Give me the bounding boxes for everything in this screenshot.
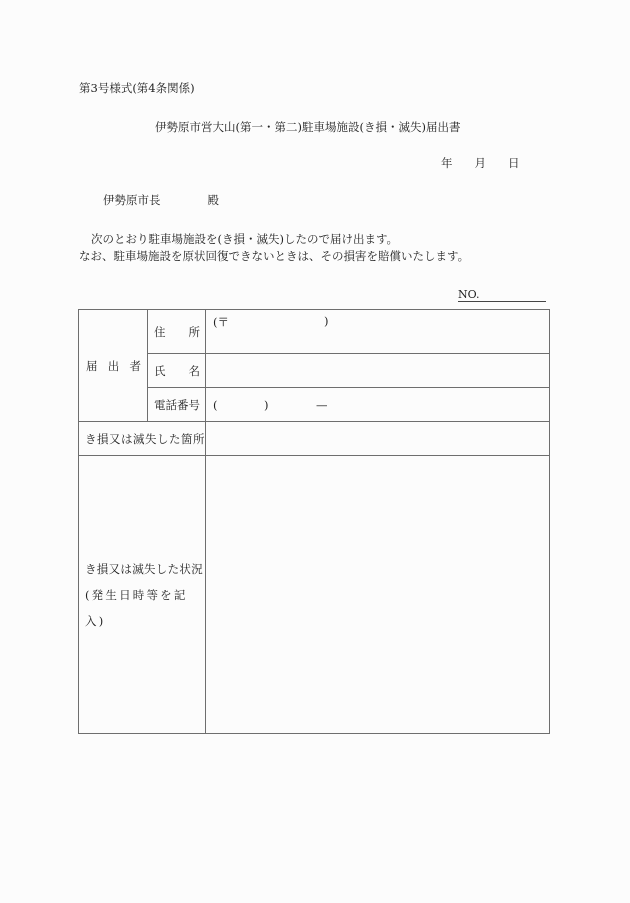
- damage-location-label: き損又は滅失した箇所: [79, 422, 206, 456]
- body-line-1: 次のとおり駐車場施設を(き損・滅失)したので届け出ます。: [91, 232, 399, 246]
- damage-situation-field[interactable]: [206, 456, 550, 734]
- form-id: 第3号様式(第4条関係): [79, 81, 195, 95]
- addressee-honorific: 殿: [207, 193, 219, 207]
- date-day: 日: [508, 156, 520, 170]
- damage-location-field[interactable]: [206, 422, 550, 456]
- postal-code-close: ): [324, 314, 329, 328]
- document-title: 伊勢原市営大山(第一・第二)駐車場施設(き損・滅失)届出書: [155, 120, 461, 134]
- body-line-2: なお、駐車場施設を原状回復できないときは、その損害を賠償いたします。: [79, 249, 470, 263]
- name-label: 氏 名: [148, 354, 206, 388]
- address-label: 住 所: [148, 310, 206, 354]
- number-label: NO.: [458, 288, 480, 301]
- addressee-name: 伊勢原市長: [103, 193, 161, 207]
- name-field[interactable]: [206, 354, 550, 388]
- date-year: 年: [441, 156, 453, 170]
- phone-area-open: (: [213, 397, 218, 412]
- phone-field[interactable]: [206, 388, 550, 422]
- phone-dash: —: [316, 398, 328, 412]
- phone-area-close: ): [264, 398, 269, 412]
- application-form-table: [78, 309, 550, 734]
- applicant-group-label: 届 出 者: [79, 310, 148, 422]
- phone-label: 電話番号: [148, 388, 206, 422]
- date-month: 月: [474, 156, 486, 170]
- address-field[interactable]: [206, 310, 550, 354]
- addressee: [103, 192, 219, 208]
- postal-code-open: (〒: [213, 315, 229, 329]
- number-field[interactable]: [458, 288, 546, 302]
- date-line: [441, 155, 520, 171]
- damage-situation-label: き損又は滅失した状況 (発生日時等を記入): [79, 456, 206, 734]
